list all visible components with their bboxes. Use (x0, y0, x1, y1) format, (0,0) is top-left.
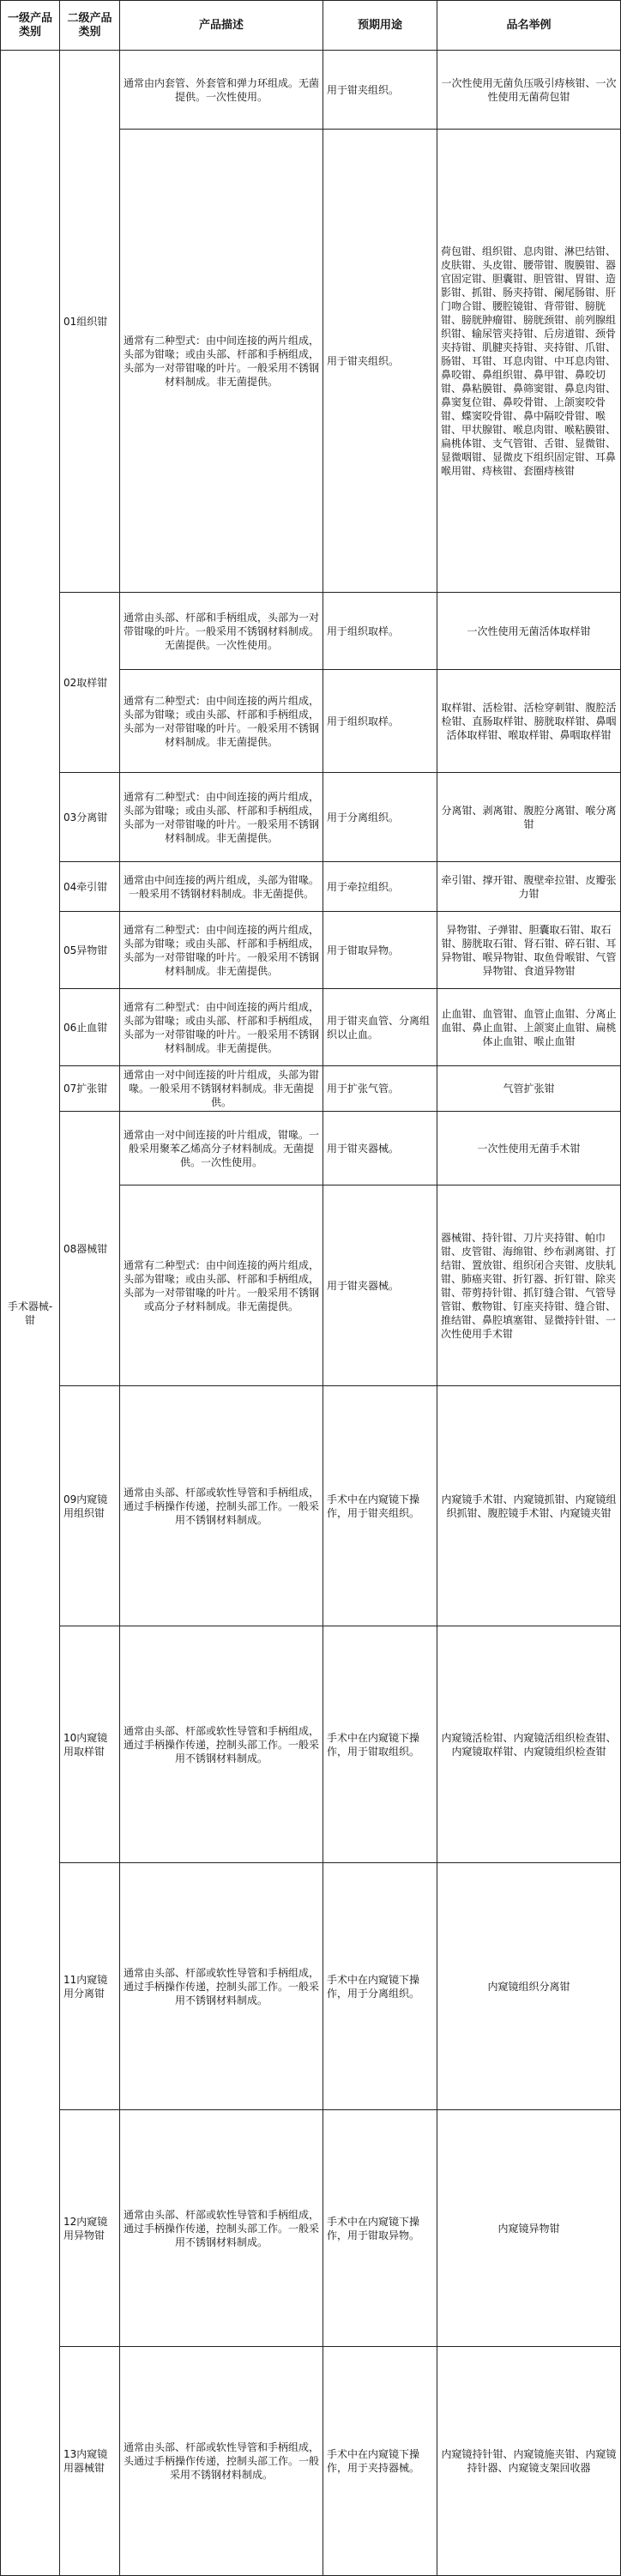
intended-use: 用于钳夹器械。 (323, 1185, 437, 1386)
header-description: 产品描述 (120, 1, 323, 51)
name-examples: 内窥镜异物钳 (437, 2110, 621, 2347)
table-row (1, 773, 621, 862)
name-examples: 牵引钳、撑开钳、腹壁牵拉钳、皮瓣张力钳 (437, 862, 621, 912)
product-description: 通常由内套管、外套管和弹力环组成。无菌提供。一次性使用。 (120, 51, 323, 130)
table-row (1, 1863, 621, 2110)
product-description: 通常由头部、杆部或软性导管和手柄组成，通过手柄操作传递，控制头部工作。一般采用不锈钢材料制成。 (120, 2110, 323, 2347)
product-description: 通常有二种型式：由中间连接的两片组成，头部为钳喙；或由头部、杆部和手柄组成，头部为一对带钳喙的叶片。一般采用不锈钢材料制成。非无菌提供。 (120, 670, 323, 773)
product-description: 通常由头部、杆部和手柄组成，头部为一对带钳喙的叶片。一般采用不锈钢材料制成。无菌提供。一次性使用。 (120, 593, 323, 670)
product-description: 通常由头部、杆部或软性导管和手柄组成，头通过手柄操作传递，控制头部工作。一般采用不锈钢材料制成。 (120, 2347, 323, 2576)
name-examples: 一次性使用无菌负压吸引痔核钳、一次性使用无菌荷包钳 (437, 51, 621, 130)
product-description: 通常由中间连接的两片组成，头部为钳喙。一般采用不锈钢材料制成。非无菌提供。 (120, 862, 323, 912)
level2-category: 11内窥镜用分离钳 (60, 1863, 120, 2110)
header-intended-use: 预期用途 (323, 1, 437, 51)
intended-use: 用于牵拉组织。 (323, 862, 437, 912)
intended-use: 用于钳夹血管、分离组织以止血。 (323, 989, 437, 1066)
table-row (1, 1112, 621, 1185)
product-description: 通常有二种型式：由中间连接的两片组成，头部为钳喙；或由头部、杆部和手柄组成，头部为一对带钳喙的叶片。一般采用不锈钢或高分子材料制成。非无菌提供。 (120, 1185, 323, 1386)
level2-category: 09内窥镜用组织钳 (60, 1386, 120, 1626)
name-examples: 器械钳、持针钳、刀片夹持钳、帕巾钳、皮管钳、海绵钳、纱布剥离钳、打结钳、置放钳、组织闭合夹钳、皮肤轧钳、肺癌夹钳、折钉器、折钉钳、除夹钳、带剪持针钳、抓钉缝合钳、气管导管钳、敷物钳、钉座夹持钳、缝合钳、推结钳、鼻腔填塞钳、显微持针钳、一次性使用手术钳 (437, 1185, 621, 1386)
name-examples: 一次性使用无菌手术钳 (437, 1112, 621, 1185)
intended-use: 用于扩张气管。 (323, 1066, 437, 1112)
intended-use: 用于组织取样。 (323, 593, 437, 670)
product-description: 通常由一对中间连接的叶片组成，钳喙。一般采用聚苯乙烯高分子材料制成。无菌提供。一次性使用。 (120, 1112, 323, 1185)
name-examples: 分离钳、剥离钳、腹腔分离钳、喉分离钳 (437, 773, 621, 862)
name-examples: 气管扩张钳 (437, 1066, 621, 1112)
table-row (1, 51, 621, 130)
level2-category: 13内窥镜用器械钳 (60, 2347, 120, 2576)
table-row (1, 1386, 621, 1626)
table-row (1, 1066, 621, 1112)
intended-use: 用于钳取异物。 (323, 912, 437, 989)
level2-category: 01组织钳 (60, 51, 120, 593)
product-description: 通常由一对中间连接的叶片组成，头部为钳喙。一般采用不锈钢材料制成。非无菌提供。 (120, 1066, 323, 1112)
level2-category: 10内窥镜用取样钳 (60, 1626, 120, 1863)
product-description: 通常有二种型式：由中间连接的两片组成，头部为钳喙；或由头部、杆部和手柄组成，头部为一对带钳喙的叶片。一般采用不锈钢材料制成。非无菌提供。 (120, 912, 323, 989)
level2-category: 03分离钳 (60, 773, 120, 862)
name-examples: 异物钳、子弹钳、胆囊取石钳、取石钳、膀胱取石钳、肾石钳、碎石钳、耳异物钳、喉异物钳、取鱼骨喉钳、气管异物钳、食道异物钳 (437, 912, 621, 989)
name-examples: 止血钳、血管钳、血管止血钳、分离止血钳、鼻止血钳、上颌窦止血钳、扁桃体止血钳、喉止血钳 (437, 989, 621, 1066)
intended-use: 手术中在内窥镜下操作，用于钳夹组织。 (323, 1386, 437, 1626)
table-row (1, 1626, 621, 1863)
level2-category: 12内窥镜用异物钳 (60, 2110, 120, 2347)
level2-category: 07扩张钳 (60, 1066, 120, 1112)
name-examples: 内窥镜持针钳、内窥镜施夹钳、内窥镜持针器、内窥镜支架回收器 (437, 2347, 621, 2576)
name-examples: 内窥镜组织分离钳 (437, 1863, 621, 2110)
table-row (1, 862, 621, 912)
name-examples: 取样钳、活检钳、活检穿刺钳、腹腔活检钳、直肠取样钳、膀胱取样钳、鼻咽活体取样钳、喉取样钳、鼻咽取样钳 (437, 670, 621, 773)
table-row (1, 593, 621, 670)
product-description: 通常有二种型式：由中间连接的两片组成，头部为钳喙；或由头部、杆部和手柄组成，头部为一对带钳喙的叶片。一般采用不锈钢材料制成。非无菌提供。 (120, 773, 323, 862)
level1-category: 手术器械-钳 (1, 51, 60, 2576)
header-examples: 品名举例 (437, 1, 621, 51)
product-description: 通常由头部、杆部或软性导管和手柄组成，通过手柄操作传递，控制头部工作。一般采用不锈钢材料制成。 (120, 1386, 323, 1626)
table-row (1, 2347, 621, 2576)
intended-use: 手术中在内窥镜下操作，用于钳取组织。 (323, 1626, 437, 1863)
intended-use: 用于钳夹组织。 (323, 51, 437, 130)
level2-category: 04牵引钳 (60, 862, 120, 912)
name-examples: 一次性使用无菌活体取样钳 (437, 593, 621, 670)
name-examples: 荷包钳、组织钳、息肉钳、淋巴结钳、皮肤钳、头皮钳、腰带钳、腹膜钳、器官固定钳、胆囊钳、胆管钳、胃钳、造影钳、抓钳、肠夹持钳、阑尾肠钳、肝门吻合钳、腰腔镜钳、背带钳、膀胱钳、膀胱肿瘤钳、膀胱颈钳、前列腺组织钳、输尿管夹持钳、后房道钳、颈骨夹持钳、肌腱夹持钳、夹持钳、爪钳、肠钳、耳钳、耳息肉钳、中耳息肉钳、鼻咬钳、鼻组织钳、鼻甲钳、鼻咬切钳、鼻粘膜钳、鼻筛窦钳、鼻息肉钳、鼻窦复位钳、鼻咬骨钳、上颌窦咬骨钳、蝶窦咬骨钳、鼻中隔咬骨钳、喉钳、甲状腺钳、喉息肉钳、喉粘膜钳、扁桃体钳、支气管钳、舌钳、显微钳、显微咽钳、显微皮下组织固定钳、耳鼻喉用钳、痔核钳、套圈痔核钳 (437, 130, 621, 593)
level2-category: 08器械钳 (60, 1112, 120, 1386)
intended-use: 用于组织取样。 (323, 670, 437, 773)
product-description: 通常由头部、杆部或软性导管和手柄组成，通过手柄操作传递，控制头部工作。一般采用不锈钢材料制成。 (120, 1863, 323, 2110)
header-level1: 一级产品类别 (1, 1, 60, 51)
product-description: 通常有二种型式：由中间连接的两片组成，头部为钳喙；或由头部、杆部和手柄组成，头部为一对带钳喙的叶片。一般采用不锈钢材料制成。非无菌提供。 (120, 130, 323, 593)
level2-category: 05异物钳 (60, 912, 120, 989)
intended-use: 用于钳夹器械。 (323, 1112, 437, 1185)
intended-use: 用于钳夹组织。 (323, 130, 437, 593)
header-row (1, 1, 621, 51)
product-description: 通常有二种型式：由中间连接的两片组成，头部为钳喙；或由头部、杆部和手柄组成，头部为一对带钳喙的叶片。一般采用不锈钢材料制成。非无菌提供。 (120, 989, 323, 1066)
table-row (1, 989, 621, 1066)
header-level2: 二级产品类别 (60, 1, 120, 51)
product-description: 通常由头部、杆部或软性导管和手柄组成，通过手柄操作传递，控制头部工作。一般采用不锈钢材料制成。 (120, 1626, 323, 1863)
intended-use: 用于分离组织。 (323, 773, 437, 862)
table-body (1, 51, 621, 2576)
name-examples: 内窥镜手术钳、内窥镜抓钳、内窥镜组织抓钳、腹腔镜手术钳、内窥镜夹钳 (437, 1386, 621, 1626)
name-examples: 内窥镜活检钳、内窥镜活组织检查钳、内窥镜取样钳、内窥镜组织检查钳 (437, 1626, 621, 1863)
level2-category: 06止血钳 (60, 989, 120, 1066)
intended-use: 手术中在内窥镜下操作，用于分离组织。 (323, 1863, 437, 2110)
table-row (1, 2110, 621, 2347)
level2-category: 02取样钳 (60, 593, 120, 773)
table-row (1, 912, 621, 989)
intended-use: 手术中在内窥镜下操作，用于钳取异物。 (323, 2110, 437, 2347)
intended-use: 手术中在内窥镜下操作，用于夹持器械。 (323, 2347, 437, 2576)
